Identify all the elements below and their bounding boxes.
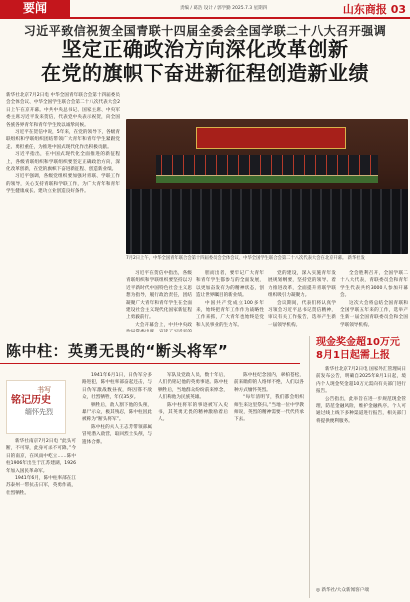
article-paragraph: 党的建设，深入实施青年发展规划纲要，坚持党的领导、着力推进改革，全面提升青联学联组织吸引力凝聚力。 xyxy=(268,271,336,299)
banner-text-1: 铭记历史 xyxy=(11,395,51,406)
banner-text-3: 书写 xyxy=(37,386,51,394)
photo-banner xyxy=(196,127,346,149)
page-header xyxy=(0,0,410,18)
feature-rule xyxy=(0,363,300,364)
article-paragraph: 习近平在贺信中指出，各级青联组织和学联组织要坚持以习近平新时代中国特色社会主义思想为指导，履行政治责任，团结凝聚广大青年和青年学生在全面建设社会主义现代化国家新征程上勇毅前行。 xyxy=(126,271,192,321)
article-paragraph: 牺牲后，敌人割下他的头颅，暴尸示众，极其残忍，陈中柱因此被称为“断头将军”。 xyxy=(82,402,152,423)
article-paragraph: 全会胜利召开，全国学联二十八大代表，青联委员会和青年学生代表共约3000人参加开幕会。 xyxy=(340,271,408,299)
side-story-column xyxy=(316,366,406,584)
feature-column-3 xyxy=(158,372,228,598)
photo-caption: 7月2日上午，中华全国青年联合会第十四届委员会全体会议、中华全国学生联合会第二十八次代表大会在北京开幕。 新华社发 xyxy=(126,256,365,261)
lead-article-column-1 xyxy=(6,92,120,332)
article-paragraph: 1941年6月1日，日伪军分多路进犯，陈中柱率部奋起还击，与日伪军激战数昼夜，终因寡不敌众，壮烈牺牲，年仅35岁。 xyxy=(82,373,152,401)
article-paragraph: 新华社南京7月2日电 “此头可断，不可辱，此身可杀不可降。”今日的南京，在风雨中屹立……陈中柱1906年出生于江苏建湖，1926年加入国民革命军。 xyxy=(6,439,76,474)
photo-audience xyxy=(126,189,408,254)
newspaper-name: 山东商报 03 xyxy=(342,3,406,16)
article-paragraph: 军队及党政人员，数十年后，人们仍铭记他的英勇事迹。陈中柱牺牲后，当地群众纷纷前来悼念，人们称他为民族英雄。 xyxy=(158,373,228,401)
article-paragraph: 习近平强调，各级党组织要加强对青联、学联工作的领导，关心支持青联和学联工作，为广大青年和青年学生健康成长、建功立业创造良好条件。 xyxy=(6,174,120,195)
header-meta: 责编 / 葛浩 设计 / 郭学勤 2025.7.3 星期四 xyxy=(180,6,268,11)
article-paragraph: 大会开幕会上，中共中央政 xyxy=(135,322,192,328)
article-paragraph: 1941年6月，陈中柱率部在江苏泰州一带抗击日军，英勇作战，壮烈牺牲。 xyxy=(6,476,76,496)
source-tag: ◎ 新华社/大众新闻客户端 xyxy=(316,588,369,593)
article-paragraph: 胆而出者，要牢记广大青年和青年学生都参与的全面发展，以更加奋发有为的精神状态，创造让世界瞩目的新业绩。 xyxy=(196,271,264,299)
feature-column-2 xyxy=(82,372,152,598)
article-paragraph: 新华社北京7月2日电 中华全国青年联合会第十四届委员会全体会议、中华全国学生联合会第二十八次代表大会2日上午在京开幕。中共中央总书记、国家主席、中央军委主席习近平发来贺信，代表党中央表示祝贺，向全国各族各界青年和青年学生致以诚挚问候。 xyxy=(6,93,120,128)
article-paragraph: 习近平指出，在中国式现代化全面推进的新征程上，各级青联组织和学联组织要坚定正确政治方向，深化改革创新，在党的旗帜下奋进新征程、创造新业绩。 xyxy=(6,152,120,173)
article-paragraph: 公告指出，此举旨在进一步规范现金管理，防范金融风险，维护金融秩序。个人可通过线上线下多种渠道进行报告，相关部门将提供便利服务。 xyxy=(316,396,406,424)
lead-headline-line-2: 在党的旗帜下奋进新征程创造新业绩 xyxy=(41,61,369,85)
feature-column-4 xyxy=(234,372,304,598)
article-paragraph: 陈中柱将军的事迹被写入史书，其英勇无畏的精神激励着后人。 xyxy=(158,402,228,423)
photo-flowers xyxy=(156,175,378,183)
article-paragraph: 这次大会将总结全国青联和全国学联五年来的工作，选举产生新一届全国青联委员会和全国学联领导机构。 xyxy=(340,300,408,328)
lead-headline-line-1: 坚定正确政治方向深化改革创新 xyxy=(61,37,349,61)
article-paragraph: 陈中柱的夫人王志芳带领部属冒死潜入敌营，取回烈士头颅，与遗体合葬。 xyxy=(82,424,152,445)
feature-column-1 xyxy=(6,438,76,598)
column-divider xyxy=(309,336,310,598)
lead-kicker: 习近平致信祝贺全国青联十四届全委会全国学联二十八大召开强调 xyxy=(23,24,387,38)
photo-stage xyxy=(156,155,378,177)
lead-article-column-3 xyxy=(196,270,264,332)
article-paragraph: 习近平在贺信中说，5年来，在党的领导下，各级青联组织和学联组织团结带领广大青年和青年学生紧跟党走、勇担重任，为推进中国式现代化作出积极贡献。 xyxy=(6,130,120,150)
article-paragraph: 新华社北京7月2日电 国家外汇管理局日前发布公告，明确自2025年8月1日起，境内个人现金奖金超10万元需向有关部门进行报告。 xyxy=(316,367,406,395)
banner-text-2: 缅怀先烈 xyxy=(25,408,53,416)
lead-article-column-2 xyxy=(126,270,192,332)
section-label: 要闻 xyxy=(0,0,70,17)
feature-banner xyxy=(6,380,66,434)
article-paragraph: 中国共产党成立100多年来，始终把青年工作作为战略性工作来抓，广大青年也始终是党和人民事业的生力军。 xyxy=(196,300,264,328)
side-story-headline: 现金奖金超10万元 8月1日起需上报 xyxy=(316,337,400,361)
article-paragraph: “每年清明节，我们都会组织师生来这里祭扫。”当地一位中学教师说，英烈的精神需要一代代传承下去。 xyxy=(234,395,304,423)
lead-photo xyxy=(126,119,408,254)
lead-article-column-5 xyxy=(340,270,408,332)
article-paragraph: 陈中柱纪念园内，翠柏苍松，前来瞻仰的人络绎不绝，人们以各种方式缅怀英烈。 xyxy=(234,373,304,393)
lead-article-column-4 xyxy=(268,270,336,332)
header-rule xyxy=(0,17,410,19)
article-paragraph: 会议期间，代表们将认真学习领会习近平总书记贺信精神，审议有关工作报告，选举产生新一届领导机构。 xyxy=(268,300,336,328)
feature-headline: 陈中柱：英勇无畏的“断头将军” xyxy=(6,342,229,360)
